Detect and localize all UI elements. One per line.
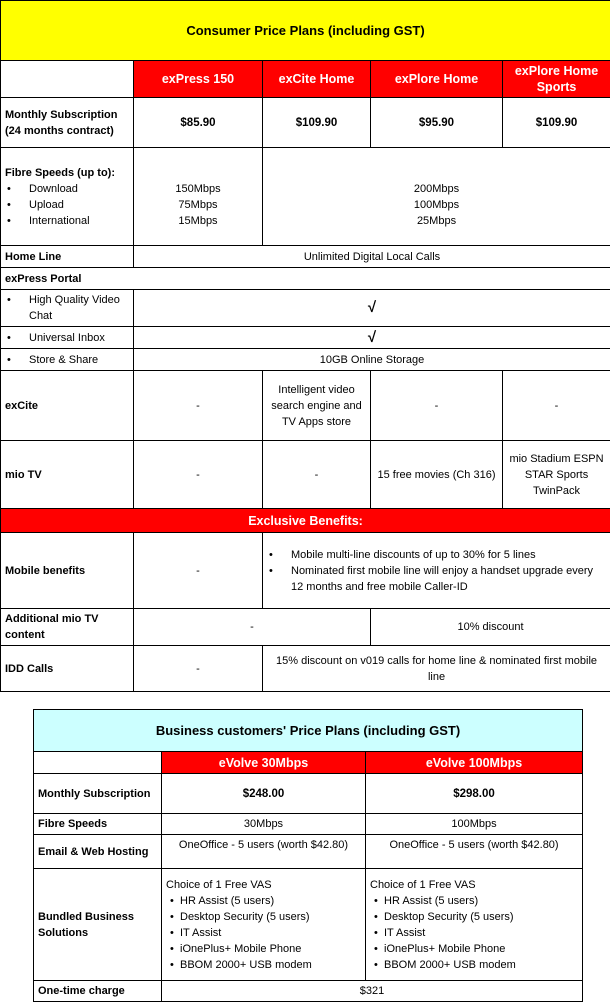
mio-tv-explore-home: 15 free movies (Ch 316) bbox=[371, 441, 503, 509]
universal-inbox-label: • Universal Inbox bbox=[5, 330, 129, 346]
fibre-speeds-other-plans bbox=[263, 148, 610, 246]
business-onetime-label: One-time charge bbox=[34, 981, 162, 1002]
monthly-sublabel: (24 months contract) bbox=[5, 125, 114, 137]
express-international-speed: 15Mbps bbox=[138, 213, 258, 229]
bundled-heading: Choice of 1 Free VAS bbox=[370, 877, 578, 893]
home-line-value: Unlimited Digital Local Calls bbox=[134, 246, 610, 268]
plan-header-evolve-100: eVolve 100Mbps bbox=[366, 752, 583, 774]
monthly-price-express-150: $85.90 bbox=[134, 98, 263, 148]
plan-header-express-150: exPress 150 bbox=[134, 61, 263, 98]
bundled-item: • Desktop Security (5 users) bbox=[166, 909, 361, 925]
express-download-speed: 150Mbps bbox=[138, 181, 258, 197]
monthly-price-explore-home: $95.90 bbox=[371, 98, 503, 148]
business-monthly-evolve-100: $298.00 bbox=[366, 774, 583, 814]
monthly-price-excite-home: $109.90 bbox=[263, 98, 371, 148]
excite-label: exCite bbox=[1, 371, 134, 441]
plan-header-explore-home-sports: exPlore Home Sports bbox=[503, 61, 610, 98]
fibre-download-label: • Download bbox=[5, 181, 129, 197]
idd-calls-express-150: - bbox=[134, 646, 263, 692]
bundled-item: • IT Assist bbox=[370, 925, 578, 941]
express-upload-speed: 75Mbps bbox=[138, 197, 258, 213]
business-fibre-evolve-100: 100Mbps bbox=[366, 814, 583, 835]
business-onetime-value: $321 bbox=[162, 981, 583, 1002]
fibre-speeds-label: Fibre Speeds (up to): bbox=[5, 165, 129, 181]
idd-calls-label: IDD Calls bbox=[1, 646, 134, 692]
excite-explore-home: - bbox=[371, 371, 503, 441]
plan-header-explore-home: exPlore Home bbox=[371, 61, 503, 98]
monthly-price-explore-home-sports: $109.90 bbox=[503, 98, 610, 148]
business-fibre-evolve-30: 30Mbps bbox=[162, 814, 366, 835]
mio-tv-explore-home-sports: mio Stadium ESPN STAR Sports TwinPack bbox=[503, 441, 610, 509]
fibre-speed-types bbox=[5, 181, 129, 229]
mobile-benefits-other-plans bbox=[263, 533, 610, 609]
mobile-benefit-item: • Mobile multi-line discounts of up to 30% for 5 lines bbox=[267, 547, 606, 563]
bundled-item: • HR Assist (5 users) bbox=[166, 893, 361, 909]
mobile-benefit-item: • Nominated first mobile line will enjoy a handset upgrade every 12 months and free mobile Caller-ID bbox=[267, 563, 606, 595]
bundled-item: • BBOM 2000+ USB modem bbox=[370, 957, 578, 973]
excite-excite-home: Intelligent video search engine and TV Apps store bbox=[263, 371, 371, 441]
fibre-speeds-express-150 bbox=[134, 148, 263, 246]
business-email-label: Email & Web Hosting bbox=[34, 835, 162, 869]
express-portal-label: exPress Portal bbox=[1, 268, 610, 290]
business-monthly-evolve-30: $248.00 bbox=[162, 774, 366, 814]
video-chat-check: √ bbox=[134, 290, 610, 327]
header-empty-cell bbox=[1, 61, 134, 98]
business-email-evolve-30: OneOffice - 5 users (worth $42.80) bbox=[162, 835, 366, 869]
mio-tv-excite-home: - bbox=[263, 441, 371, 509]
plan-header-excite-home: exCite Home bbox=[263, 61, 371, 98]
bundled-item: • IT Assist bbox=[166, 925, 361, 941]
business-monthly-label: Monthly Subscription bbox=[34, 774, 162, 814]
mobile-benefits-express-150: - bbox=[134, 533, 263, 609]
bundled-item: • iOnePlus+ Mobile Phone bbox=[166, 941, 361, 957]
video-chat-label: • High Quality Video Chat bbox=[5, 292, 129, 324]
monthly-subscription-label bbox=[1, 98, 134, 148]
universal-inbox-label-cell bbox=[1, 327, 134, 349]
business-header-empty-cell bbox=[34, 752, 162, 774]
universal-inbox-check: √ bbox=[134, 327, 610, 349]
fibre-speeds-label-cell bbox=[1, 148, 134, 246]
bundled-item: • HR Assist (5 users) bbox=[370, 893, 578, 909]
plan-header-evolve-30: eVolve 30Mbps bbox=[162, 752, 366, 774]
others-upload-speed: 100Mbps bbox=[267, 197, 606, 213]
fibre-international-label: • International bbox=[5, 213, 129, 229]
additional-mio-tv-right: 10% discount bbox=[371, 609, 610, 646]
additional-mio-tv-left: - bbox=[134, 609, 371, 646]
exclusive-benefits-header: Exclusive Benefits: bbox=[1, 509, 610, 533]
business-table-title: Business customers' Price Plans (including GST) bbox=[34, 710, 583, 752]
bundled-heading: Choice of 1 Free VAS bbox=[166, 877, 361, 893]
business-email-evolve-100: OneOffice - 5 users (worth $42.80) bbox=[366, 835, 583, 869]
excite-explore-home-sports: - bbox=[503, 371, 610, 441]
excite-express-150: - bbox=[134, 371, 263, 441]
home-line-label: Home Line bbox=[1, 246, 134, 268]
idd-calls-other-plans: 15% discount on v019 calls for home line & nominated first mobile line bbox=[263, 646, 610, 692]
mobile-benefits-label: Mobile benefits bbox=[1, 533, 134, 609]
additional-mio-tv-label: Additional mio TV content bbox=[1, 609, 134, 646]
business-bundled-label: Bundled Business Solutions bbox=[34, 869, 162, 981]
bundled-item: • iOnePlus+ Mobile Phone bbox=[370, 941, 578, 957]
mio-tv-express-150: - bbox=[134, 441, 263, 509]
business-price-table bbox=[33, 709, 583, 1002]
others-download-speed: 200Mbps bbox=[267, 181, 606, 197]
mio-tv-label: mio TV bbox=[1, 441, 134, 509]
business-bundled-evolve-100 bbox=[366, 869, 583, 981]
bundled-item: • BBOM 2000+ USB modem bbox=[166, 957, 361, 973]
video-chat-label-cell bbox=[1, 290, 134, 327]
store-share-value: 10GB Online Storage bbox=[134, 349, 610, 371]
fibre-upload-label: • Upload bbox=[5, 197, 129, 213]
store-share-label-cell bbox=[1, 349, 134, 371]
business-bundled-evolve-30 bbox=[162, 869, 366, 981]
business-fibre-label: Fibre Speeds bbox=[34, 814, 162, 835]
monthly-label: Monthly Subscription bbox=[5, 109, 117, 121]
others-international-speed: 25Mbps bbox=[267, 213, 606, 229]
store-share-label: • Store & Share bbox=[5, 352, 129, 368]
consumer-table-title: Consumer Price Plans (including GST) bbox=[1, 1, 610, 61]
bundled-item: • Desktop Security (5 users) bbox=[370, 909, 578, 925]
